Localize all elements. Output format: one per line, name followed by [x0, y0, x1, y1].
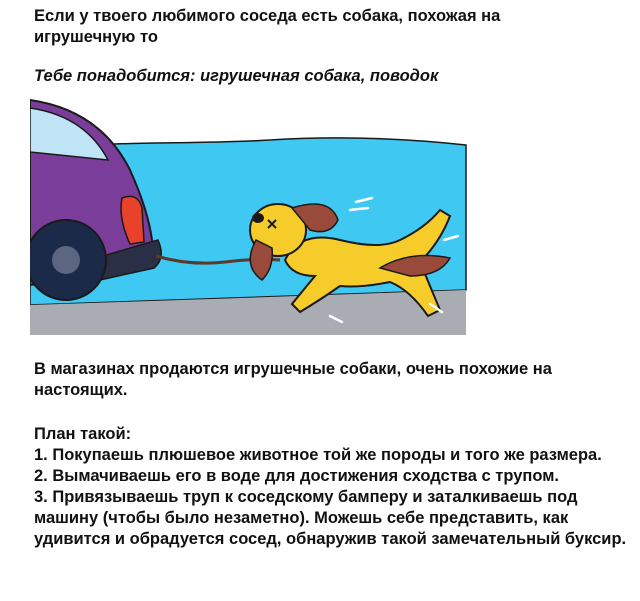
car-illustration — [30, 100, 161, 300]
heading-text: Если у твоего любимого соседа есть собака, похожая на игрушечную то — [34, 7, 501, 46]
plan-step-3: 3. Привязываешь труп к соседскому бамперу и заталкиваешь под машину (чтобы было незаметно). Можешь себе представить, как удивится и обрадуется сосед, обнаружив такой замечательный буксир. — [34, 488, 627, 548]
dog-nose-icon — [252, 213, 264, 223]
car-dog-illustration — [30, 90, 470, 340]
needs-text: Тебе понадобится: игрушечная собака, поводок — [34, 67, 439, 85]
intro-text: В магазинах продаются игрушечные собаки, очень похожие на настоящих. — [34, 360, 552, 399]
plan-section — [34, 424, 630, 550]
plan-step-2: 2. Вымачиваешь его в воде для достижения сходства с трупом. — [34, 467, 559, 485]
plan-title: План такой: — [34, 425, 132, 443]
plan-step-1: 1. Покупаешь плюшевое животное той же породы и того же размера. — [34, 446, 602, 464]
